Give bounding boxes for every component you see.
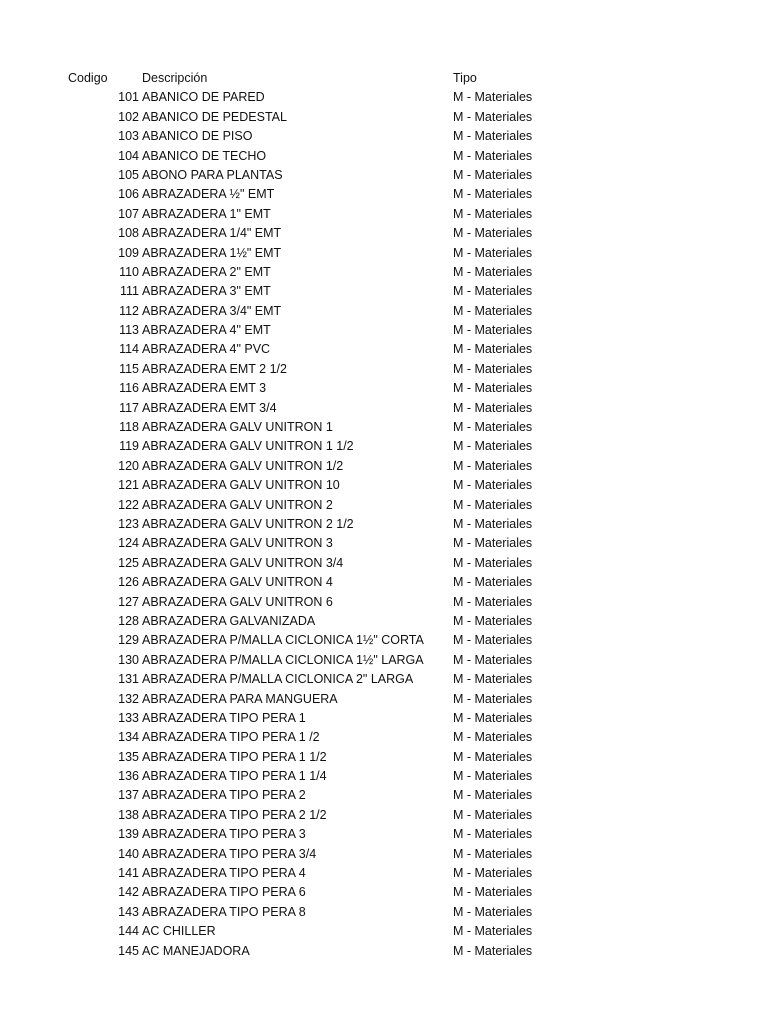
codigo-cell: 137 <box>118 788 139 803</box>
codigo-cell: 119 <box>119 439 139 454</box>
descripcion-cell: ABRAZADERA EMT 3/4 <box>142 400 277 415</box>
codigo-cell: 101 <box>118 90 139 105</box>
descripcion-cell: ABRAZADERA TIPO PERA 1 /2 <box>142 730 320 745</box>
table-row <box>0 573 768 592</box>
tipo-cell: M - Materiales <box>453 284 533 299</box>
codigo-cell: 136 <box>118 769 139 784</box>
tipo-cell: M - Materiales <box>453 264 533 279</box>
tipo-cell: M - Materiales <box>453 478 533 493</box>
tipo-cell: M - Materiales <box>453 361 533 376</box>
tipo-cell: M - Materiales <box>453 613 533 628</box>
descripcion-cell: ABRAZADERA TIPO PERA 8 <box>142 904 306 919</box>
codigo-cell: 132 <box>118 691 139 706</box>
tipo-cell: M - Materiales <box>453 924 533 939</box>
tipo-cell: M - Materiales <box>453 672 533 687</box>
tipo-cell: M - Materiales <box>453 342 533 357</box>
codigo-cell: 105 <box>118 167 139 182</box>
codigo-cell: 140 <box>118 846 139 861</box>
descripcion-cell: ABRAZADERA 3" EMT <box>142 284 271 299</box>
descripcion-cell: ABRAZADERA 2" EMT <box>142 264 271 279</box>
table-row <box>0 340 768 359</box>
table-row <box>0 922 768 941</box>
tipo-cell: M - Materiales <box>453 575 533 590</box>
tipo-cell: M - Materiales <box>453 323 533 338</box>
descripcion-cell: ABRAZADERA TIPO PERA 3/4 <box>142 846 317 861</box>
codigo-cell: 121 <box>118 478 139 493</box>
codigo-cell: 116 <box>119 381 139 396</box>
table-row <box>0 205 768 224</box>
table-row <box>0 709 768 728</box>
table-row <box>0 166 768 185</box>
codigo-cell: 126 <box>118 575 139 590</box>
codigo-cell: 103 <box>118 129 139 144</box>
tipo-cell: M - Materiales <box>453 652 533 667</box>
codigo-cell: 131 <box>118 672 139 687</box>
descripcion-cell: AC MANEJADORA <box>142 943 250 958</box>
header-tipo: Tipo <box>453 71 477 85</box>
codigo-cell: 125 <box>118 555 139 570</box>
table-row <box>0 864 768 883</box>
descripcion-cell: ABANICO DE PISO <box>142 129 253 144</box>
table-row <box>0 728 768 747</box>
descripcion-cell: ABRAZADERA GALV UNITRON 3/4 <box>142 555 344 570</box>
codigo-cell: 135 <box>118 749 139 764</box>
table-row <box>0 399 768 418</box>
descripcion-cell: ABRAZADERA TIPO PERA 6 <box>142 885 306 900</box>
table-row <box>0 883 768 902</box>
table-row <box>0 534 768 553</box>
tipo-cell: M - Materiales <box>453 788 533 803</box>
descripcion-cell: ABRAZADERA ½" EMT <box>142 187 275 202</box>
codigo-cell: 141 <box>118 866 139 881</box>
table-row <box>0 457 768 476</box>
descripcion-cell: ABRAZADERA GALV UNITRON 1/2 <box>142 458 344 473</box>
codigo-cell: 117 <box>119 400 139 415</box>
descripcion-cell: AC CHILLER <box>142 924 216 939</box>
tipo-cell: M - Materiales <box>453 439 533 454</box>
descripcion-cell: ABRAZADERA GALV UNITRON 4 <box>142 575 333 590</box>
descripcion-cell: ABRAZADERA P/MALLA CICLONICA 1½" LARGA <box>142 652 424 667</box>
tipo-cell: M - Materiales <box>453 400 533 415</box>
codigo-cell: 122 <box>118 497 139 512</box>
descripcion-cell: ABRAZADERA 1" EMT <box>142 206 271 221</box>
table-row <box>0 631 768 650</box>
codigo-cell: 106 <box>118 187 139 202</box>
tipo-cell: M - Materiales <box>453 303 533 318</box>
table-row <box>0 360 768 379</box>
tipo-cell: M - Materiales <box>453 497 533 512</box>
table-row <box>0 88 768 107</box>
table-row <box>0 748 768 767</box>
codigo-cell: 133 <box>118 710 139 725</box>
descripcion-cell: ABRAZADERA GALV UNITRON 1 <box>142 420 333 435</box>
descripcion-cell: ABRAZADERA P/MALLA CICLONICA 2" LARGA <box>142 672 414 687</box>
table-row <box>0 476 768 495</box>
table-header-row <box>0 69 768 88</box>
table-row <box>0 767 768 786</box>
codigo-cell: 112 <box>119 303 139 318</box>
codigo-cell: 130 <box>118 652 139 667</box>
descripcion-cell: ABRAZADERA GALV UNITRON 10 <box>142 478 340 493</box>
tipo-cell: M - Materiales <box>453 866 533 881</box>
table-row <box>0 690 768 709</box>
table-row <box>0 437 768 456</box>
descripcion-cell: ABRAZADERA TIPO PERA 2 <box>142 788 306 803</box>
tipo-cell: M - Materiales <box>453 420 533 435</box>
codigo-cell: 111 <box>119 284 139 299</box>
tipo-cell: M - Materiales <box>453 536 533 551</box>
descripcion-cell: ABRAZADERA GALV UNITRON 2 <box>142 497 333 512</box>
descripcion-cell: ABRAZADERA TIPO PERA 1 1/4 <box>142 769 327 784</box>
table-row <box>0 651 768 670</box>
codigo-cell: 124 <box>118 536 139 551</box>
descripcion-cell: ABRAZADERA GALV UNITRON 1 1/2 <box>142 439 354 454</box>
table-row <box>0 496 768 515</box>
table-row <box>0 224 768 243</box>
tipo-cell: M - Materiales <box>453 90 533 105</box>
codigo-cell: 109 <box>118 245 139 260</box>
codigo-cell: 107 <box>118 206 139 221</box>
tipo-cell: M - Materiales <box>453 381 533 396</box>
table-row <box>0 127 768 146</box>
codigo-cell: 128 <box>118 613 139 628</box>
header-codigo: Codigo <box>68 71 108 85</box>
codigo-cell: 110 <box>119 264 139 279</box>
tipo-cell: M - Materiales <box>453 846 533 861</box>
tipo-cell: M - Materiales <box>453 555 533 570</box>
descripcion-cell: ABRAZADERA GALV UNITRON 3 <box>142 536 333 551</box>
tipo-cell: M - Materiales <box>453 594 533 609</box>
materials-table <box>0 69 768 961</box>
codigo-cell: 113 <box>119 323 139 338</box>
codigo-cell: 118 <box>119 420 139 435</box>
descripcion-cell: ABRAZADERA EMT 3 <box>142 381 267 396</box>
table-body <box>0 88 768 961</box>
codigo-cell: 104 <box>118 148 139 163</box>
tipo-cell: M - Materiales <box>453 807 533 822</box>
codigo-cell: 143 <box>118 904 139 919</box>
table-row <box>0 825 768 844</box>
codigo-cell: 139 <box>118 827 139 842</box>
descripcion-cell: ABRAZADERA TIPO PERA 1 <box>142 710 306 725</box>
tipo-cell: M - Materiales <box>453 943 533 958</box>
tipo-cell: M - Materiales <box>453 129 533 144</box>
table-row <box>0 515 768 534</box>
descripcion-cell: ABRAZADERA TIPO PERA 2 1/2 <box>142 807 327 822</box>
descripcion-cell: ABRAZADERA 3/4" EMT <box>142 303 282 318</box>
tipo-cell: M - Materiales <box>453 516 533 531</box>
descripcion-cell: ABRAZADERA P/MALLA CICLONICA 1½" CORTA <box>142 633 424 648</box>
descripcion-cell: ABRAZADERA TIPO PERA 1 1/2 <box>142 749 327 764</box>
descripcion-cell: ABRAZADERA GALV UNITRON 6 <box>142 594 333 609</box>
codigo-cell: 127 <box>118 594 139 609</box>
tipo-cell: M - Materiales <box>453 148 533 163</box>
descripcion-cell: ABRAZADERA GALVANIZADA <box>142 613 316 628</box>
descripcion-cell: ABRAZADERA TIPO PERA 4 <box>142 866 306 881</box>
tipo-cell: M - Materiales <box>453 187 533 202</box>
table-row <box>0 942 768 961</box>
table-row <box>0 147 768 166</box>
descripcion-cell: ABRAZADERA 4" PVC <box>142 342 271 357</box>
table-row <box>0 786 768 805</box>
tipo-cell: M - Materiales <box>453 633 533 648</box>
tipo-cell: M - Materiales <box>453 206 533 221</box>
table-row <box>0 321 768 340</box>
descripcion-cell: ABRAZADERA PARA MANGUERA <box>142 691 338 706</box>
tipo-cell: M - Materiales <box>453 749 533 764</box>
tipo-cell: M - Materiales <box>453 730 533 745</box>
descripcion-cell: ABRAZADERA 1/4" EMT <box>142 226 282 241</box>
table-row <box>0 593 768 612</box>
tipo-cell: M - Materiales <box>453 458 533 473</box>
descripcion-cell: ABANICO DE PEDESTAL <box>142 109 287 124</box>
codigo-cell: 123 <box>118 516 139 531</box>
table-row <box>0 845 768 864</box>
descripcion-cell: ABRAZADERA 1½" EMT <box>142 245 282 260</box>
tipo-cell: M - Materiales <box>453 904 533 919</box>
table-row <box>0 670 768 689</box>
tipo-cell: M - Materiales <box>453 769 533 784</box>
descripcion-cell: ABANICO DE PARED <box>142 90 265 105</box>
tipo-cell: M - Materiales <box>453 691 533 706</box>
table-row <box>0 263 768 282</box>
table-row <box>0 554 768 573</box>
table-row <box>0 108 768 127</box>
table-row <box>0 185 768 204</box>
tipo-cell: M - Materiales <box>453 827 533 842</box>
descripcion-cell: ABANICO DE TECHO <box>142 148 267 163</box>
codigo-cell: 108 <box>118 226 139 241</box>
table-row <box>0 302 768 321</box>
descripcion-cell: ABRAZADERA EMT 2 1/2 <box>142 361 287 376</box>
codigo-cell: 115 <box>119 361 139 376</box>
table-row <box>0 806 768 825</box>
tipo-cell: M - Materiales <box>453 885 533 900</box>
table-row <box>0 282 768 301</box>
descripcion-cell: ABRAZADERA TIPO PERA 3 <box>142 827 306 842</box>
tipo-cell: M - Materiales <box>453 245 533 260</box>
tipo-cell: M - Materiales <box>453 710 533 725</box>
codigo-cell: 102 <box>118 109 139 124</box>
table-row <box>0 612 768 631</box>
descripcion-cell: ABRAZADERA GALV UNITRON 2 1/2 <box>142 516 354 531</box>
header-descripcion: Descripción <box>142 71 208 85</box>
codigo-cell: 142 <box>118 885 139 900</box>
table-row <box>0 379 768 398</box>
codigo-cell: 145 <box>118 943 139 958</box>
codigo-cell: 134 <box>118 730 139 745</box>
codigo-cell: 114 <box>119 342 139 357</box>
codigo-cell: 144 <box>118 924 139 939</box>
table-row <box>0 418 768 437</box>
descripcion-cell: ABONO PARA PLANTAS <box>142 167 283 182</box>
codigo-cell: 138 <box>118 807 139 822</box>
table-row <box>0 903 768 922</box>
tipo-cell: M - Materiales <box>453 226 533 241</box>
tipo-cell: M - Materiales <box>453 109 533 124</box>
descripcion-cell: ABRAZADERA 4" EMT <box>142 323 271 338</box>
table-row <box>0 244 768 263</box>
codigo-cell: 120 <box>118 458 139 473</box>
codigo-cell: 129 <box>118 633 139 648</box>
tipo-cell: M - Materiales <box>453 167 533 182</box>
